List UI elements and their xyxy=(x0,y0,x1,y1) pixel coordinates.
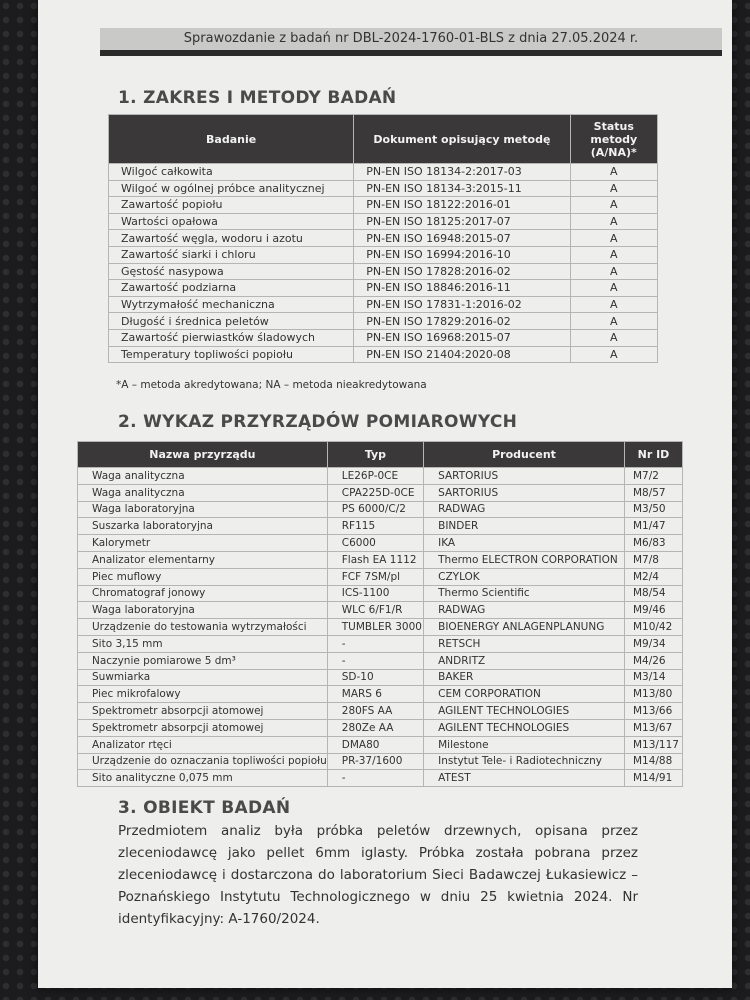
method-row-cell: PN-EN ISO 18125:2017-07 xyxy=(354,213,570,230)
method-row xyxy=(109,197,658,214)
method-row xyxy=(109,280,658,297)
instrument-row-cell: Naczynie pomiarowe 5 dm³ xyxy=(78,652,328,669)
instrument-row-cell: M7/2 xyxy=(624,468,682,485)
instrument-row-cell: Sito analityczne 0,075 mm xyxy=(78,770,328,787)
instrument-row xyxy=(78,535,683,552)
instrument-row-cell: Waga laboratoryjna xyxy=(78,501,328,518)
instrument-row xyxy=(78,619,683,636)
instrument-row-cell: RADWAG xyxy=(424,602,625,619)
method-row-cell: PN-EN ISO 18846:2016-11 xyxy=(354,280,570,297)
instrument-row-cell: SD-10 xyxy=(327,669,423,686)
instruments-table-header xyxy=(78,442,683,468)
instrument-row-cell: Kalorymetr xyxy=(78,535,328,552)
method-row-cell: Zawartość siarki i chloru xyxy=(109,246,354,263)
instrument-row-cell: Piec mikrofalowy xyxy=(78,686,328,703)
instrument-row-cell: RADWAG xyxy=(424,501,625,518)
method-row-cell: A xyxy=(570,164,657,181)
method-row-cell: A xyxy=(570,230,657,247)
instrument-row-cell: Spektrometr absorpcji atomowej xyxy=(78,703,328,720)
instrument-row-cell: Analizator rtęci xyxy=(78,736,328,753)
instrument-row-cell: M8/54 xyxy=(624,585,682,602)
instrument-row-cell: M7/8 xyxy=(624,551,682,568)
instrument-row-cell: ANDRITZ xyxy=(424,652,625,669)
instrument-row-cell: Urządzenie do oznaczania topliwości popiołu xyxy=(78,753,328,770)
instrument-row-cell: M6/83 xyxy=(624,535,682,552)
instrument-row xyxy=(78,635,683,652)
instrument-row-cell: Flash EA 1112 xyxy=(327,551,423,568)
method-row xyxy=(109,329,658,346)
instrument-row-cell: Waga analityczna xyxy=(78,484,328,501)
method-row-cell: A xyxy=(570,180,657,197)
method-row-cell: A xyxy=(570,313,657,330)
section3-title: 3. OBIEKT BADAŃ xyxy=(118,798,291,818)
instrument-row-cell: Sito 3,15 mm xyxy=(78,635,328,652)
instrument-row-cell: M13/80 xyxy=(624,686,682,703)
instrument-row xyxy=(78,686,683,703)
instrument-row xyxy=(78,669,683,686)
method-row-cell: A xyxy=(570,329,657,346)
instrument-row-cell: M13/66 xyxy=(624,703,682,720)
instrument-row-cell: Waga laboratoryjna xyxy=(78,602,328,619)
instrument-row-cell: M4/26 xyxy=(624,652,682,669)
method-row-cell: PN-EN ISO 17829:2016-02 xyxy=(354,313,570,330)
instrument-row-cell: M10/42 xyxy=(624,619,682,636)
method-row xyxy=(109,213,658,230)
instrument-row-cell: Spektrometr absorpcji atomowej xyxy=(78,719,328,736)
instrument-row-cell: ATEST xyxy=(424,770,625,787)
method-row xyxy=(109,180,658,197)
instrument-row-cell: LE26P-0CE xyxy=(327,468,423,485)
method-row xyxy=(109,246,658,263)
instrument-row-cell: BIOENERGY ANLAGENPLANUNG xyxy=(424,619,625,636)
section3-text: Przedmiotem analiz była próbka peletów drzewnych, opisana przez zleceniodawcę jako pellet 6mm iglasty. Próbka została pobrana przez zleceniodawcę i dostarczona do laboratorium Sieci Badawczej Łukasiewicz – Poznańskiego Instytutu Technologicznego w dniu 25 kwietnia 2024. Nr identyfikacyjny: A-1760/2024. xyxy=(118,823,638,927)
instrument-row-cell: Thermo ELECTRON CORPORATION xyxy=(424,551,625,568)
instrument-row-cell: CPA225D-0CE xyxy=(327,484,423,501)
instrument-row-cell: M14/91 xyxy=(624,770,682,787)
method-row-cell: A xyxy=(570,213,657,230)
instrument-row-cell: M13/67 xyxy=(624,719,682,736)
instrument-row xyxy=(78,518,683,535)
instrument-row-cell: M8/57 xyxy=(624,484,682,501)
instrument-row xyxy=(78,551,683,568)
method-row-cell: Zawartość węgla, wodoru i azotu xyxy=(109,230,354,247)
method-row-cell: Długość i średnica peletów xyxy=(109,313,354,330)
instrument-row-cell: ICS-1100 xyxy=(327,585,423,602)
instrument-row-cell: M13/117 xyxy=(624,736,682,753)
instrument-row-cell: Suwmiarka xyxy=(78,669,328,686)
method-row xyxy=(109,346,658,363)
instrument-row xyxy=(78,719,683,736)
instrument-row-cell: - xyxy=(327,652,423,669)
instrument-row-cell: FCF 7SM/pl xyxy=(327,568,423,585)
methods-table-header xyxy=(109,115,658,164)
col-typ: Typ xyxy=(327,442,423,468)
instrument-row-cell: M14/88 xyxy=(624,753,682,770)
col-producent: Producent xyxy=(424,442,625,468)
instrument-row-cell: Analizator elementarny xyxy=(78,551,328,568)
instrument-row-cell: - xyxy=(327,635,423,652)
instrument-row-cell: M3/14 xyxy=(624,669,682,686)
method-row-cell: Wartości opałowa xyxy=(109,213,354,230)
method-row-cell: A xyxy=(570,263,657,280)
instrument-row xyxy=(78,484,683,501)
methods-footnote: *A – metoda akredytowana; NA – metoda nieakredytowana xyxy=(116,379,427,391)
instrument-row-cell: M3/50 xyxy=(624,501,682,518)
method-row xyxy=(109,263,658,280)
instrument-row-cell: Urządzenie do testowania wytrzymałości xyxy=(78,619,328,636)
method-row-cell: Gęstość nasypowa xyxy=(109,263,354,280)
method-row-cell: A xyxy=(570,197,657,214)
method-row-cell: PN-EN ISO 17831-1:2016-02 xyxy=(354,296,570,313)
instrument-row-cell: WLC 6/F1/R xyxy=(327,602,423,619)
instrument-row xyxy=(78,568,683,585)
instrument-row-cell: DMA80 xyxy=(327,736,423,753)
instrument-row-cell: PR-37/1600 xyxy=(327,753,423,770)
instrument-row-cell: - xyxy=(327,770,423,787)
instrument-row-cell: Piec muflowy xyxy=(78,568,328,585)
method-row-cell: Zawartość podziarna xyxy=(109,280,354,297)
instrument-row-cell: MARS 6 xyxy=(327,686,423,703)
instrument-row-cell: C6000 xyxy=(327,535,423,552)
instrument-row xyxy=(78,770,683,787)
instrument-row-cell: SARTORIUS xyxy=(424,468,625,485)
method-row-cell: A xyxy=(570,280,657,297)
instrument-row-cell: Waga analityczna xyxy=(78,468,328,485)
method-row xyxy=(109,230,658,247)
method-row-cell: Wilgoć w ogólnej próbce analitycznej xyxy=(109,180,354,197)
method-row-cell: PN-EN ISO 18122:2016-01 xyxy=(354,197,570,214)
method-row-cell: PN-EN ISO 18134-2:2017-03 xyxy=(354,164,570,181)
col-nazwa: Nazwa przyrządu xyxy=(78,442,328,468)
col-nr-id: Nr ID xyxy=(624,442,682,468)
instrument-row-cell: Instytut Tele- i Radiotechniczny xyxy=(424,753,625,770)
instrument-row-cell: AGILENT TECHNOLOGIES xyxy=(424,703,625,720)
instrument-row-cell: Milestone xyxy=(424,736,625,753)
instrument-row-cell: RETSCH xyxy=(424,635,625,652)
instrument-row-cell: M2/4 xyxy=(624,568,682,585)
col-badanie: Badanie xyxy=(109,115,354,164)
instrument-row-cell: M1/47 xyxy=(624,518,682,535)
instrument-row xyxy=(78,703,683,720)
instrument-row-cell: BAKER xyxy=(424,669,625,686)
instrument-row-cell: CZYLOK xyxy=(424,568,625,585)
instrument-row-cell: Thermo Scientific xyxy=(424,585,625,602)
instrument-row xyxy=(78,468,683,485)
section1-title: 1. ZAKRES I METODY BADAŃ xyxy=(118,88,397,108)
instrument-row-cell: TUMBLER 3000 xyxy=(327,619,423,636)
instrument-row-cell: PS 6000/C/2 xyxy=(327,501,423,518)
instrument-row-cell: BINDER xyxy=(424,518,625,535)
method-row-cell: PN-EN ISO 21404:2020-08 xyxy=(354,346,570,363)
method-row-cell: A xyxy=(570,346,657,363)
instrument-row xyxy=(78,652,683,669)
method-row-cell: Zawartość popiołu xyxy=(109,197,354,214)
method-row-cell: A xyxy=(570,246,657,263)
method-row xyxy=(109,313,658,330)
instrument-row-cell: CEM CORPORATION xyxy=(424,686,625,703)
col-status: Status metody (A/NA)* xyxy=(570,115,657,164)
method-row-cell: Temperatury topliwości popiołu xyxy=(109,346,354,363)
method-row xyxy=(109,164,658,181)
report-header: Sprawozdanie z badań nr DBL-2024-1760-01-BLS z dnia 27.05.2024 r. xyxy=(183,31,639,46)
method-row-cell: PN-EN ISO 16994:2016-10 xyxy=(354,246,570,263)
instrument-row-cell: Suszarka laboratoryjna xyxy=(78,518,328,535)
instrument-row xyxy=(78,501,683,518)
instrument-row-cell: Chromatograf jonowy xyxy=(78,585,328,602)
method-row-cell: PN-EN ISO 18134-3:2015-11 xyxy=(354,180,570,197)
instrument-row-cell: 280Ze AA xyxy=(327,719,423,736)
instrument-row xyxy=(78,602,683,619)
section2-title: 2. WYKAZ PRZYRZĄDÓW POMIAROWYCH xyxy=(118,412,518,432)
method-row xyxy=(109,296,658,313)
instrument-row xyxy=(78,585,683,602)
instrument-row-cell: M9/46 xyxy=(624,602,682,619)
method-row-cell: A xyxy=(570,296,657,313)
method-row-cell: Wilgoć całkowita xyxy=(109,164,354,181)
method-row-cell: Wytrzymałość mechaniczna xyxy=(109,296,354,313)
method-row-cell: PN-EN ISO 16968:2015-07 xyxy=(354,329,570,346)
instruments-table xyxy=(77,441,683,787)
instrument-row-cell: AGILENT TECHNOLOGIES xyxy=(424,719,625,736)
instrument-row-cell: SARTORIUS xyxy=(424,484,625,501)
instrument-row xyxy=(78,736,683,753)
method-row-cell: Zawartość pierwiastków śladowych xyxy=(109,329,354,346)
instrument-row-cell: 280FS AA xyxy=(327,703,423,720)
methods-table xyxy=(108,114,658,363)
instrument-row-cell: RF115 xyxy=(327,518,423,535)
instrument-row-cell: IKA xyxy=(424,535,625,552)
method-row-cell: PN-EN ISO 17828:2016-02 xyxy=(354,263,570,280)
instrument-row xyxy=(78,753,683,770)
instrument-row-cell: M9/34 xyxy=(624,635,682,652)
method-row-cell: PN-EN ISO 16948:2015-07 xyxy=(354,230,570,247)
col-dokument: Dokument opisujący metodę xyxy=(354,115,570,164)
